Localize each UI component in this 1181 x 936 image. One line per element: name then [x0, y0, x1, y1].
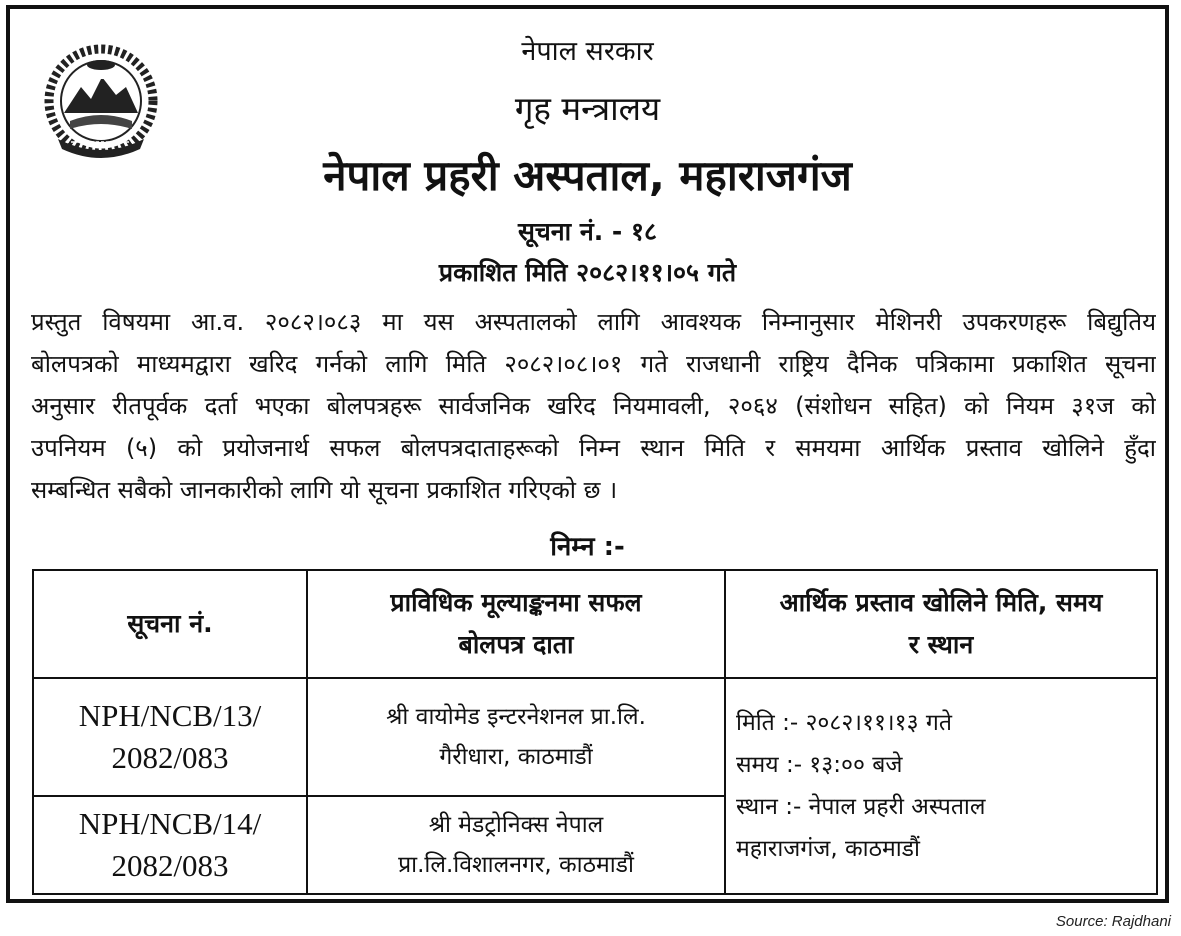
table-row: [33, 678, 1157, 796]
bidders-table: [32, 569, 1158, 895]
header-notice-no: सूचना नं.: [33, 570, 307, 678]
header-schedule-line1: आर्थिक प्रस्ताव खोलिने मिति, समय: [779, 588, 1103, 617]
row1-reference: NPH/NCB/13/ 2082/083: [33, 678, 307, 796]
row2-bidder: श्री मेडट्रोनिक्स नेपाल प्रा.लि.विशालनगर, काठमाडौं: [307, 796, 725, 894]
body-line: अनुसार रीतपूर्वक दर्ता भएका बोलपत्रहरू सार्वजनिक खरिद नियमावली, २०६४ (संशोधन सहित) को नियम ३१ज को: [31, 392, 1156, 420]
schedule-date: मिति :- २०८२।११।१३ गते: [736, 710, 952, 736]
header-opening-schedule: [725, 570, 1157, 678]
opening-schedule: [725, 678, 1157, 894]
row2-reference: NPH/NCB/14/ 2082/083: [33, 796, 307, 894]
ministry-title: गृह मन्त्रालय: [514, 89, 661, 128]
header-successful-bidder: [307, 570, 725, 678]
body-line: सम्बन्धित सबैको जानकारीको लागि यो सूचना प्रकाशित गरिएको छ ।: [31, 476, 618, 504]
government-title: नेपाल सरकार: [521, 36, 654, 67]
header-schedule-line2: र स्थान: [908, 630, 974, 659]
published-date: प्रकाशित मिति २०८२।११।०५ गते: [438, 258, 737, 287]
list-heading: निम्न :-: [550, 532, 625, 562]
schedule-place: स्थान :- नेपाल प्रहरी अस्पताल: [736, 794, 986, 820]
header-bidder-line1: प्राविधिक मूल्याङ्कनमा सफल: [390, 588, 642, 617]
notice-body: [31, 301, 1156, 511]
row1-bidder: श्री वायोमेड इन्टरनेशनल प्रा.लि. गैरीधारा, काठमाडौं: [307, 678, 725, 796]
source-credit: Source: Rajdhani: [1055, 913, 1171, 930]
body-line: उपनियम (५) को प्रयोजनार्थ सफल बोलपत्रदाताहरूको निम्न स्थान मिति र समयमा आर्थिक प्रस्ताव खोलिने हुँदा: [31, 434, 1156, 462]
body-line: बोलपत्रको माध्यमद्वारा खरिद गर्नको लागि मिति २०८२।०८।०१ गते राजधानी राष्ट्रिय दैनिक पत्रिकामा प्रकाशित सूचना: [31, 350, 1156, 378]
body-line: प्रस्तुत विषयमा आ.व. २०८२।०८३ मा यस अस्पतालको लागि आवश्यक निम्नानुसार मेशिनरी उपकरणहरू बिद्युतिय: [31, 308, 1156, 336]
header-bidder-line2: बोलपत्र दाता: [458, 630, 574, 659]
hospital-title: नेपाल प्रहरी अस्पताल, महाराजगंज: [323, 151, 852, 200]
schedule-time: समय :- १३:०० बजे: [736, 752, 903, 778]
notice-number: सूचना नं. - १८: [518, 217, 657, 246]
notice-frame: [6, 5, 1169, 903]
schedule-place-line2: महाराजगंज, काठमाडौं: [736, 836, 920, 862]
table-header-row: [33, 570, 1157, 678]
